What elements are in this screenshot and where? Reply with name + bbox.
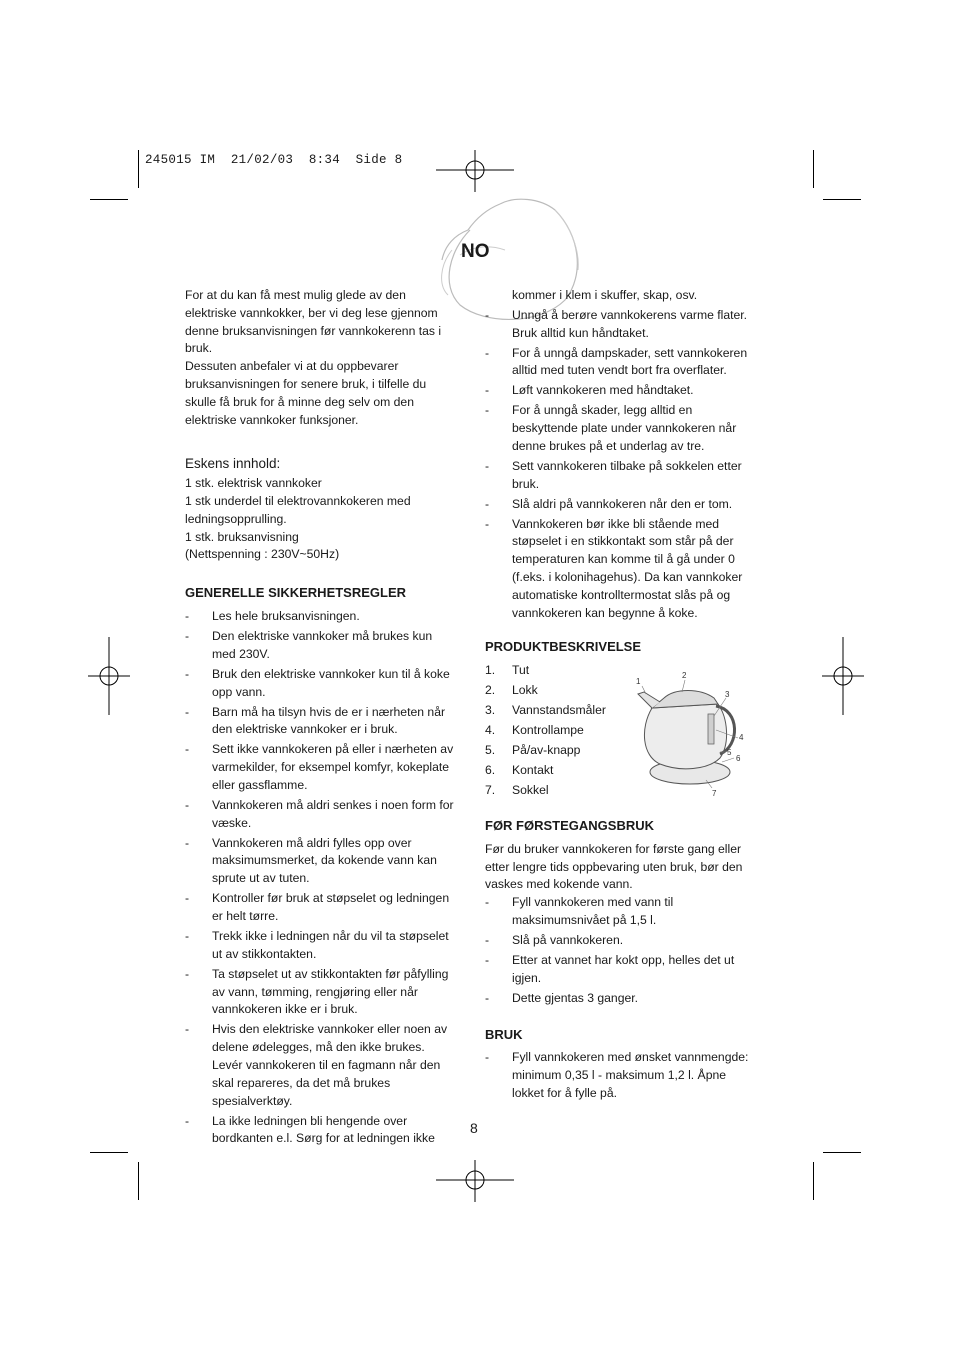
kettle-diagram — [630, 668, 750, 800]
print-slug: 245015 IM 21/02/03 8:34 Side 8 — [145, 153, 403, 167]
list-item: 3. Vannstandsmåler — [485, 703, 606, 718]
list-item: 5. På/av-knapp — [485, 743, 581, 758]
list-item: - For å unngå dampskader, sett vannkokeren alltid med tuten vendt bort fra overflater. — [485, 345, 760, 381]
left-column — [185, 287, 455, 1150]
registration-mark-left — [88, 637, 130, 715]
language-tag: NO — [461, 241, 490, 262]
use-heading: BRUK — [485, 1026, 523, 1042]
intro-paragraph: For at du kan få mest mulig glede av den elektriske vannkokker, ber vi deg lese gjennom denne bruksanvisningen før vannkokerenn tas i bruk. — [185, 288, 442, 356]
box-line: (Nettspenning : 230V~50Hz) — [185, 547, 340, 562]
list-item: - Barn må ha tilsyn hvis de er i nærheten når den elektriske vannkoker er i bruk. — [185, 704, 455, 740]
crop-mark — [90, 199, 128, 200]
crop-mark — [823, 199, 861, 200]
product-heading: PRODUKTBESKRIVELSE — [485, 639, 642, 655]
list-item: - Vannkokeren må aldri senkes i noen form for væske. — [185, 797, 455, 833]
list-item: - Kontroller før bruk at støpselet og ledningen er helt tørre. — [185, 890, 455, 926]
registration-mark-bottom — [436, 1160, 514, 1202]
callout-label: 5 — [727, 748, 732, 757]
box-line: 1 stk. elektrisk vannkoker — [185, 476, 322, 491]
crop-mark — [813, 1162, 814, 1200]
list-item: - Etter at vannet har kokt opp, helles det ut igjen. — [485, 952, 760, 988]
list-item: - Les hele bruksanvisningen. — [185, 608, 455, 626]
list-item: - Hvis den elektriske vannkoker eller noen av delene ødelegges, må den ikke brukes. Levér vannkokeren til en fagmann når den skal repareres, da det må brukes spesialverktøy. — [185, 1021, 455, 1110]
list-item: - Bruk den elektriske vannkoker kun til å koke opp vann. — [185, 666, 455, 702]
list-item: - Vannkokeren må aldri fylles opp over maksimumsmerket, da kokende vann kan sprute ut av tuten. — [185, 835, 455, 888]
list-item: - Dette gjentas 3 ganger. — [485, 990, 760, 1008]
registration-mark-right — [822, 637, 864, 715]
list-item: - Unngå å berøre vannkokerens varme flater. Bruk alltid kun håndtaket. — [485, 307, 760, 343]
list-item: 7. Sokkel — [485, 783, 549, 798]
box-line: 1 stk underdel til elektrovannkokeren med ledningsopprulling. — [185, 493, 411, 526]
first-use-heading: FØR FØRSTEGANGSBRUK — [485, 817, 654, 833]
callout-label: 3 — [725, 690, 730, 699]
continuation-line: kommer i klem i skuffer, skap, osv. — [512, 288, 698, 302]
callout-label: 2 — [682, 671, 687, 680]
list-item: - Slå aldri på vannkokeren når den er tom. — [485, 496, 760, 514]
crop-mark — [823, 1152, 861, 1153]
list-item: - Den elektriske vannkoker må brukes kun med 230V. — [185, 628, 455, 664]
callout-label: 6 — [736, 754, 741, 763]
intro-paragraph: Dessuten anbefaler vi at du oppbevarer bruksanvisningen for senere bruk, i tilfelle du skulle få bruk for å minne deg selv om den elektriske vannkoker funksjoner. — [185, 359, 427, 427]
use-list — [485, 1049, 760, 1102]
safety-list-continued — [485, 307, 760, 623]
list-item: 4. Kontrollampe — [485, 723, 584, 738]
list-item: - La ikke ledningen bli hengende over bordkanten e.l. Sørg for at ledningen ikke — [185, 1113, 455, 1149]
list-item: - Slå på vannkokeren. — [485, 932, 760, 950]
list-item: - Løft vannkokeren med håndtaket. — [485, 382, 760, 400]
list-item: - Vannkokeren bør ikke bli stående med støpselet i en stikkontakt som står på der temperaturen kan komme til å gå under 0 (f.eks. i kolonihagehus). Da kan vannkoker automatiske kontrolltermostat slås på og vannkokeren kan begynne å koke. — [485, 516, 760, 623]
box-contents-heading: Eskens innhold: — [185, 456, 281, 472]
list-item: - Sett vannkokeren tilbake på sokkelen etter bruk. — [485, 458, 760, 494]
first-use-list — [485, 894, 760, 1007]
box-line: 1 stk. bruksanvisning — [185, 529, 299, 544]
safety-list — [185, 608, 455, 1148]
list-item: - For å unngå skader, legg alltid en beskyttende plate under vannkokeren når denne brukes på et underlag av tre. — [485, 402, 760, 455]
list-item: 2. Lokk — [485, 683, 538, 698]
safety-heading: GENERELLE SIKKERHETSREGLER — [185, 585, 407, 601]
list-item: 6. Kontakt — [485, 763, 554, 778]
crop-mark — [138, 150, 139, 188]
list-item: - Trekk ikke i ledningen når du vil ta støpselet ut av stikkontakten. — [185, 928, 455, 964]
registration-mark-top — [436, 150, 514, 192]
water-gauge-window — [708, 714, 714, 744]
list-item: 1. Tut — [485, 663, 530, 678]
callout-label: 7 — [712, 789, 717, 798]
list-item: - Fyll vannkokeren med vann til maksimumsnivået på 1,5 l. — [485, 894, 760, 930]
list-item: - Ta støpselet ut av stikkontakten før påfylling av vann, tømming, rengjøring eller når vannkokeren ikke er i bruk. — [185, 966, 455, 1019]
first-use-intro: Før du bruker vannkokeren for første gang eller etter lengre tids oppbevaring uten bruk, bør den vaskes med kokende vann. — [485, 841, 743, 892]
callout-label: 1 — [636, 677, 641, 686]
crop-mark — [813, 150, 814, 188]
callout-label: 4 — [739, 733, 744, 742]
page-number: 8 — [470, 1120, 478, 1136]
crop-mark — [90, 1152, 128, 1153]
list-item: - Sett ikke vannkokeren på eller i nærheten av varmekilder, for eksempel komfyr, kokeplate eller gassflamme. — [185, 741, 455, 794]
list-item: - Fyll vannkokeren med ønsket vannmengde: minimum 0,35 l - maksimum 1,2 l. Åpne lokket for å fylle på. — [485, 1049, 760, 1102]
crop-mark — [138, 1162, 139, 1200]
